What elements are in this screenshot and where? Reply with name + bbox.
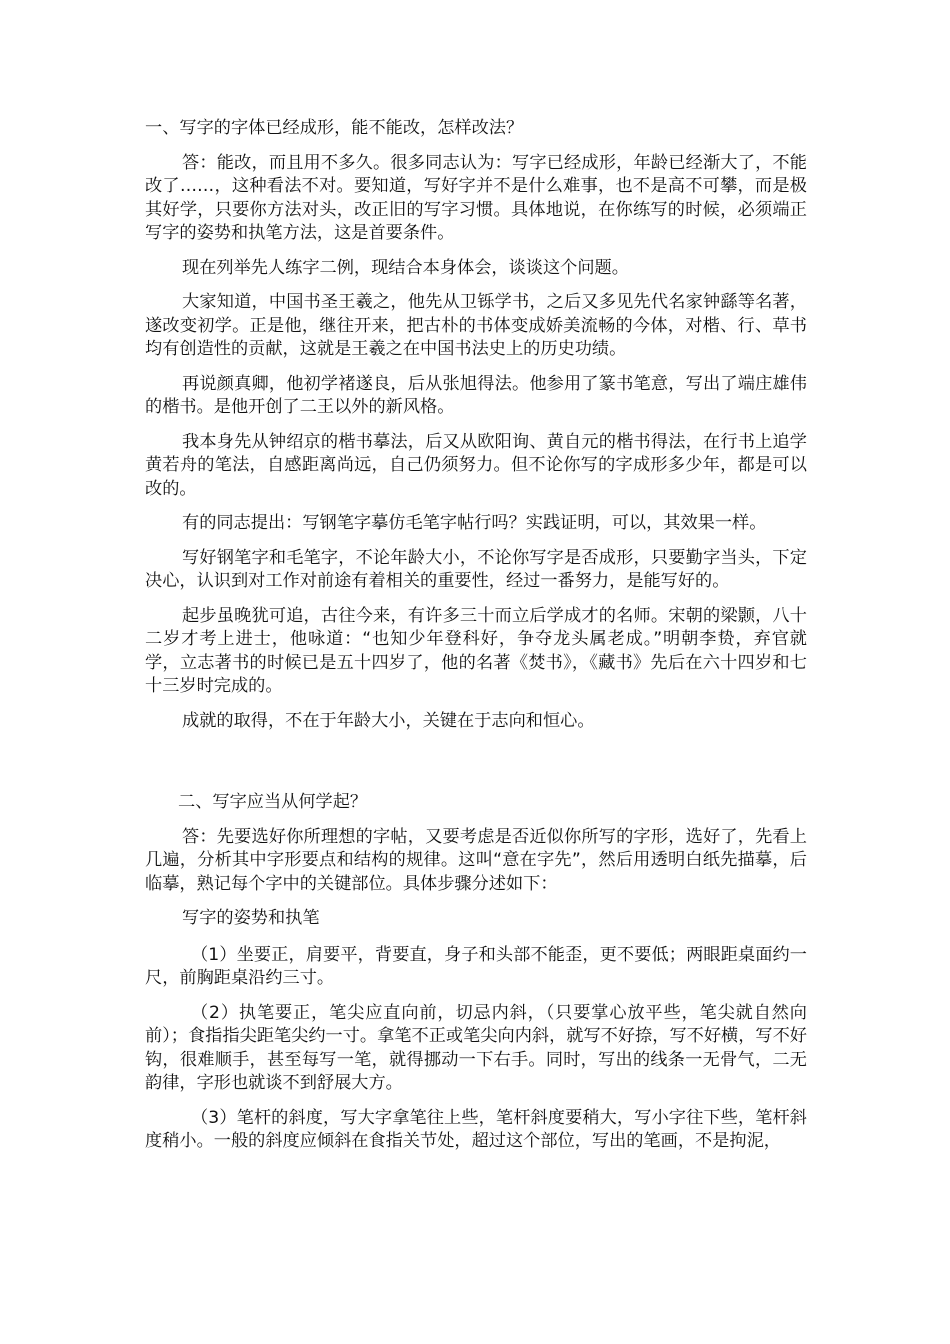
section-1-paragraph: 写好钢笔字和毛笔字，不论年龄大小，不论你写字是否成形，只要勤字当头，下定决心，认识到对工作对前途有着相关的重要性，经过一番努力，是能写好的。 bbox=[145, 547, 807, 591]
section-2-intro: 答：先要选好你所理想的字帖，又要考虑是否近似你所写的字形，选好了，先看上几遍，分析其中字形要点和结构的规律。这叫“意在字先”，然后用透明白纸先描摹，后临摹，熟记每个字中的关键部位。具体步骤分述如下： bbox=[145, 826, 807, 894]
section-2-list-item: （1）坐要正，肩要平，背要直，身子和头部不能歪，更不要低；两眼距桌面约一尺，前胸距桌沿约三寸。 bbox=[145, 944, 807, 988]
section-1-heading: 一、写字的字体已经成形，能不能改，怎样改法？ bbox=[145, 118, 524, 138]
document-body bbox=[145, 117, 807, 1165]
section-2-subheading: 写字的姿势和执笔 bbox=[182, 908, 320, 928]
section-2-heading: 二、写字应当从何学起？ bbox=[178, 792, 368, 812]
section-1-paragraph: 成就的取得，不在于年龄大小，关键在于志向和恒心。 bbox=[182, 710, 595, 731]
section-1-paragraph: 大家知道，中国书圣王羲之，他先从卫铄学书，之后又多见先代名家钟繇等名著，遂改变初学。正是他，继往开来，把古朴的书体变成娇美流畅的今体，对楷、行、草书均有创造性的贡献，这就是王羲之在中国书法史上的历史功绩。 bbox=[145, 292, 807, 359]
section-1-paragraph: 起步虽晚犹可追，古往今来，有许多三十而立后学成才的名师。宋朝的梁颢，八十二岁才考上进士，他咏道：“也知少年登科好，争夺龙头属老成。”明朝李贽，弃官就学，立志著书的时候已是五十四岁了，他的名著《焚书》，《藏书》先后在六十四岁和七十三岁时完成的。 bbox=[145, 605, 807, 696]
section-1-paragraph: 我本身先从钟绍京的楷书摹法，后又从欧阳询、黄自元的楷书得法，在行书上追学黄若舟的笔法，自感距离尚远，自己仍须努力。但不论你写的字成形多少年，都是可以改的。 bbox=[145, 431, 807, 499]
section-1-paragraph: 答：能改，而且用不多久。很多同志认为：写字已经成形，年龄已经渐大了，不能改了……，这种看法不对。要知道，写好字并不是什么难事，也不是高不可攀，而是极其好学，只要你方法对头，改正旧的写字习惯。具体地说，在你练写的时候，必须端正写字的姿势和执笔方法，这是首要条件。 bbox=[145, 152, 807, 243]
section-1-paragraph: 有的同志提出：写钢笔字摹仿毛笔字帖行吗？实践证明，可以，其效果一样。 bbox=[182, 513, 767, 533]
section-1-paragraph: 现在列举先人练字二例，现结合本身体会，谈谈这个问题。 bbox=[182, 257, 629, 278]
section-1-paragraph: 再说颜真卿，他初学褚遂良，后从张旭得法。他参用了篆书笔意，写出了端庄雄伟的楷书。是他开创了二王以外的新风格。 bbox=[145, 373, 807, 417]
section-2-list-item: （3）笔杆的斜度，写大字拿笔往上些，笔杆斜度要稍大，写小字往下些，笔杆斜度稍小。一般的斜度应倾斜在食指关节处，超过这个部位，写出的笔画，不是拘泥， bbox=[145, 1107, 807, 1151]
section-2-list-item: （2）执笔要正，笔尖应直向前，切忌内斜，（只要掌心放平些，笔尖就自然向前）；食指指尖距笔尖约一寸。拿笔不正或笔尖向内斜，就写不好捺，写不好横，写不好钩，很难顺手，甚至每写一笔，就得挪动一下右手。同时，写出的线条一无骨气，二无韵律，字形也就谈不到舒展大方。 bbox=[145, 1002, 807, 1093]
